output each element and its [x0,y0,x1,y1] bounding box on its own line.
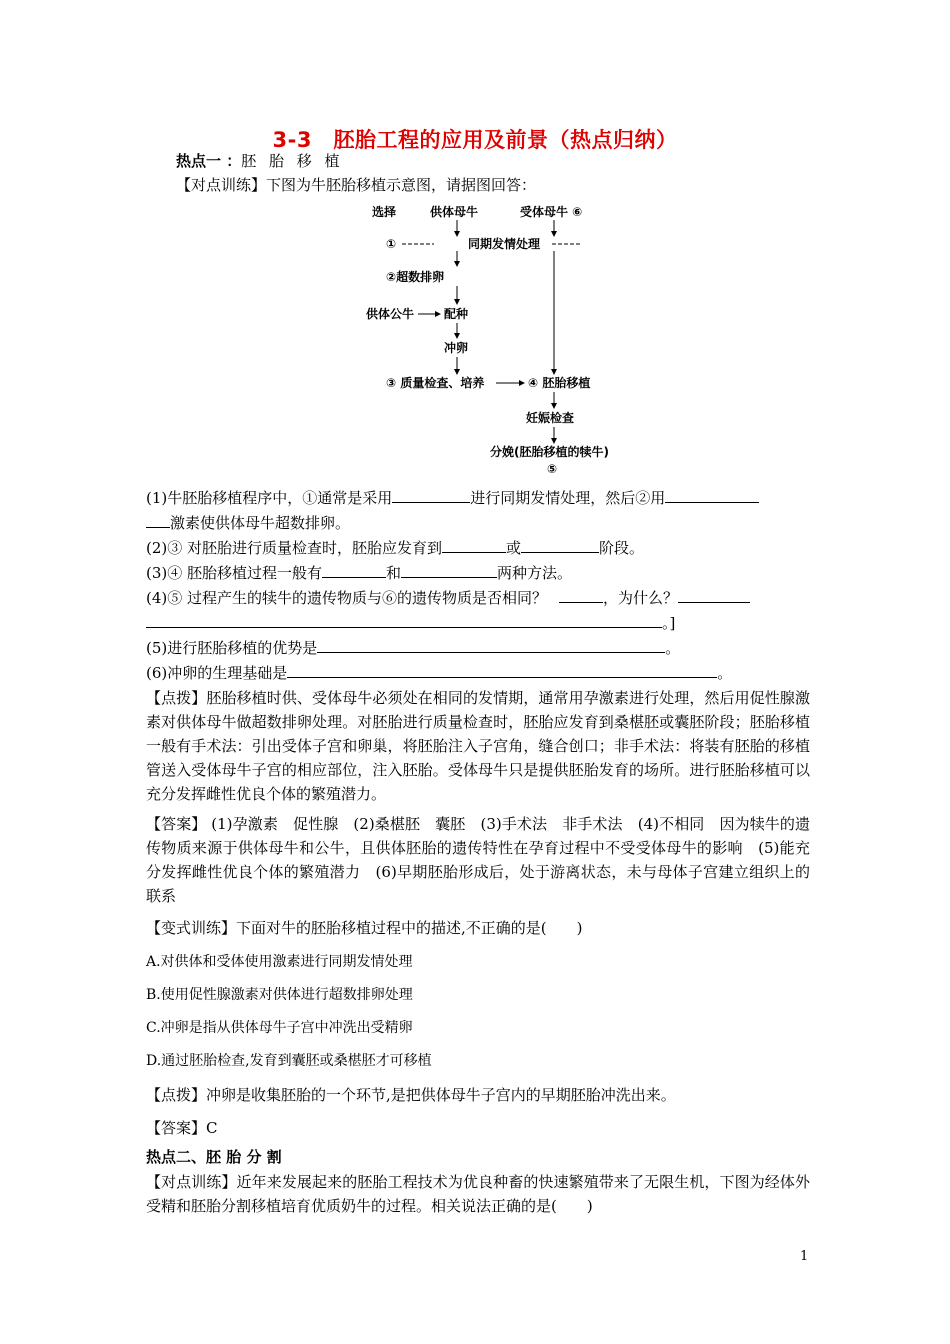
label-step-5: ⑤ [547,462,558,476]
option-b: B.使用促性腺激素对供体进行超数排卵处理 [146,987,413,1003]
label-donor-bull: 供体公牛 [366,307,415,321]
page-number: 1 [800,1249,809,1264]
hotspot-1-heading [176,150,344,171]
label-select: 选择 [372,205,397,219]
question-4-line-2: 。] [146,612,675,633]
embryo-transfer-diagram [330,196,650,478]
label-donor-cow: 供体母牛 [430,205,479,219]
label-birth: 分娩(胚胎移植的犊牛) [490,445,609,459]
label-step-1: ① [386,237,397,251]
question-2: (2)③ 对胚胎进行质量检查时，胚胎应发育到 或 阶段。 [146,539,645,557]
label-flush: 冲卵 [444,341,469,355]
variant-stem: 【变式训练】下面对牛的胚胎移植过程中的描述,不正确的是( ) [146,919,583,937]
label-step-3: ③ 质量检查、培养 [386,376,485,390]
hotspot-2-topic: 胚 胎 分 割 [206,1148,282,1166]
option-c: C.冲卵是指从供体母牛子宫中冲洗出受精卵 [146,1020,413,1036]
question-3: (3)④ 胚胎移植过程一般有 和 两种方法。 [146,564,573,582]
label-recipient-cow: 受体母牛 ⑥ [520,205,583,219]
label-step-4: ④ 胚胎移植 [528,376,591,390]
hotspot-2-label: 热点二、 [146,1148,207,1166]
hint-1: 【点拨】胚胎移植时供、受体母牛必须处在相同的发情期，通常用孕激素进行处理，然后用促性腺激素对供体母牛做超数排卵处理。对胚胎进行质量检查时，胚胎应发育到桑椹胚或囊胚阶段；胚胎移植一般有手术法：引出受体子宫和卵巢，将胚胎注入子宫角，缝合创口；非手术法：将装有胚胎的移植管送入受体母牛子宫的相应部位，注入胚胎。受体母牛只是提供胚胎发育的场所。进行胚胎移植可以充分发挥雌性优良个体的繁殖潜力。 [146,689,810,803]
hotspot-1-label: 热点一 ： [176,152,242,170]
hotspot-2-heading [146,1146,282,1167]
question-4-line-1: (4)⑤ 过程产生的犊牛的遗传物质与⑥的遗传物质是否相同？ ，为什么？ [146,587,750,608]
question-5: (5)进行胚胎移植的优势是 。 [146,639,681,657]
variant-answer: 【答案】C [146,1119,218,1137]
answer-1: 【答案】 (1)孕激素 促性腺 (2)桑椹胚 囊胚 (3)手术法 非手术法 (4)不相同 因为犊牛的遗传物质来源于供体母牛和公牛，且供体胚胎的遗传特性在孕育过程中不受受体母牛的影响 (5)能充分发挥雌性优良个体的繁殖潜力 (6)早期胚胎形成后，处于游离状态，未与母体子宫建立组织上的联系 [146,815,810,905]
question-6: (6)冲卵的生理基础是 。 [146,664,733,682]
hotspot-1-topic: 胚 胎 移 植 [241,152,344,170]
variant-hint: 【点拨】冲卵是收集胚胎的一个环节,是把供体母牛子宫内的早期胚胎冲洗出来。 [146,1086,676,1104]
training-intro: 【对点训练】下图为牛胚胎移植示意图，请据图回答： [176,176,537,194]
label-sync: 同期发情处理 [468,237,541,251]
question-1-line-2: 激素使供体母牛超数排卵。 [146,512,350,533]
option-d: D.通过胚胎检查,发育到囊胚或桑椹胚才可移植 [146,1053,432,1069]
question-1-line-1: (1)牛胚胎移植程序中，①通常是采用 进行同期发情处理，然后②用 [146,487,759,508]
label-mating: 配种 [444,307,469,321]
label-step-2: ②超数排卵 [386,270,445,284]
label-pregnancy: 妊娠检查 [526,411,575,425]
page-title: 3-3 胚胎工程的应用及前景（热点归纳） [272,128,678,152]
training-2: 【对点训练】近年来发展起来的胚胎工程技术为优良种畜的快速繁殖带来了无限生机，下图为经体外受精和胚胎分割移植培育优质奶牛的过程。相关说法正确的是( ) [146,1173,810,1215]
option-a: A.对供体和受体使用激素进行同期发情处理 [146,954,413,970]
